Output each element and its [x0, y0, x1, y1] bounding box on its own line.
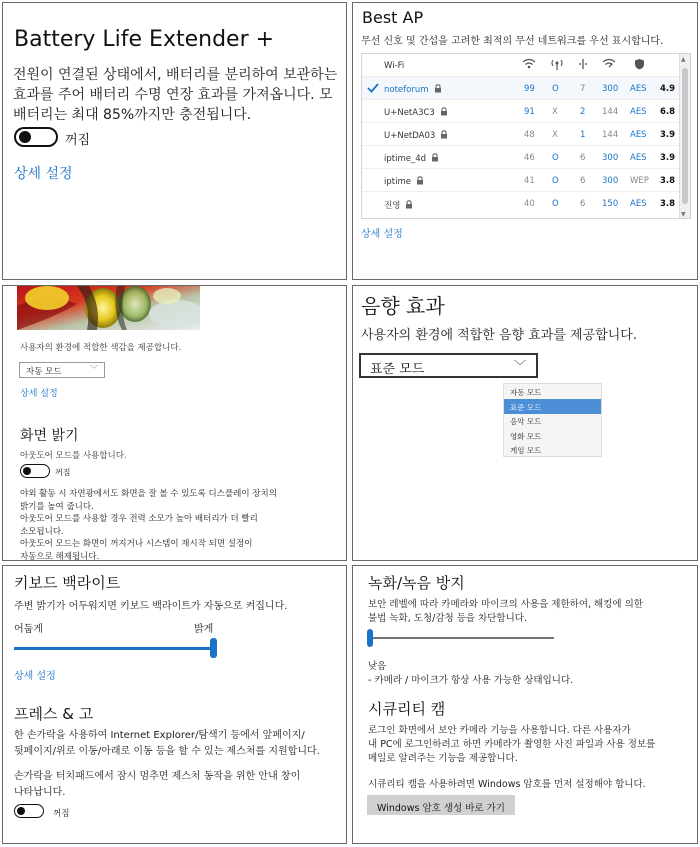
signal-value: 40 [524, 199, 535, 209]
menu-item-game[interactable]: 게임 모드 [510, 446, 542, 455]
channel-value: 6 [580, 199, 586, 209]
security-level-slider-track[interactable] [369, 637, 554, 639]
menu-item-movie[interactable]: 영화 모드 [510, 432, 542, 441]
network-name: iptime_4d [384, 153, 439, 165]
network-name: 진영 [384, 199, 413, 212]
backlight-slider-thumb[interactable] [210, 638, 217, 658]
battery-description [13, 65, 337, 125]
slider-label-bright: 밝게 [194, 624, 214, 635]
press-go-hint [14, 769, 300, 801]
security-cam-note: 시큐리티 캠을 사용하려면 Windows 암호를 먼저 설정해야 합니다. [368, 779, 646, 790]
outdoor-mode-toggle[interactable] [20, 464, 50, 478]
signal-value: 99 [524, 84, 535, 94]
best-ap-details-link[interactable]: 상세 설정 [361, 229, 403, 240]
sound-mode-value: 표준 모드 [370, 362, 425, 377]
battery-toggle-label: 꺼짐 [65, 133, 91, 148]
security-icon [634, 58, 645, 73]
menu-item-music[interactable]: 음악 모드 [510, 417, 542, 426]
network-name: iptime [384, 176, 424, 188]
security-cam-description [368, 724, 655, 766]
security-value: AES [630, 130, 647, 140]
interference-value: O [552, 199, 559, 209]
color-description: 사용자의 환경에 적합한 색감을 제공합니다. [20, 343, 182, 353]
privacy-desc-line: 보안 레벨에 따라 카메라와 마이크의 사용을 제한하여, 해킹에 의한 [368, 599, 643, 610]
best-ap-description: 무선 신호 및 간섭을 고려한 최적의 무선 네트워크를 우선 표시합니다. [361, 36, 664, 47]
wifi-table [361, 53, 691, 219]
network-name: U+NetA3C3 [384, 107, 448, 119]
best-ap-title: Best AP [362, 8, 424, 27]
signal-value: 41 [524, 176, 535, 186]
channel-value: 7 [580, 84, 586, 94]
security-value: AES [630, 84, 647, 94]
channel-value: 6 [580, 153, 586, 163]
security-value: AES [630, 153, 647, 163]
speed-value: 300 [602, 84, 619, 94]
channel-icon [577, 58, 589, 73]
battery-desc-line: 효과를 주어 배터리 수명 연장 효과를 가져옵니다. 모 [13, 87, 333, 103]
speed-value: 300 [602, 176, 619, 186]
wifi-scrollbar[interactable] [679, 54, 690, 219]
lock-icon [431, 153, 439, 165]
keyboard-backlight-panel [2, 565, 347, 844]
display-panel [2, 285, 347, 561]
info-line: 자동으로 해제됩니다. [20, 551, 100, 561]
score-value: 3.9 [660, 130, 676, 140]
security-cam-line: 메일로 알려주는 기능을 제공합니다. [368, 753, 518, 764]
outdoor-toggle-label: 꺼짐 [55, 468, 71, 477]
wifi-network-row[interactable] [362, 76, 680, 99]
sound-description: 사용자의 환경에 적합한 음향 효과를 제공합니다. [361, 328, 637, 343]
signal-value: 48 [524, 130, 535, 140]
chevron-down-icon: ﹀ [513, 359, 526, 373]
sound-title: 음향 효과 [361, 294, 445, 318]
network-name: noteforum [384, 84, 442, 96]
press-go-line: 한 손가락을 사용하여 Internet Explorer/탐색기 등에서 앞페이지/ [14, 730, 305, 741]
antenna-icon [550, 58, 564, 73]
interference-value: X [552, 107, 558, 117]
security-cam-title: 시큐리티 캠 [368, 700, 446, 718]
menu-item-auto[interactable]: 자동 모드 [510, 388, 542, 397]
outdoor-mode-description: 아웃도어 모드를 사용합니다. [20, 451, 127, 461]
wifi-network-row[interactable] [362, 191, 680, 214]
sound-effect-panel [352, 285, 698, 561]
menu-item-standard[interactable]: 표준 모드 [504, 399, 601, 414]
toggle-knob [19, 131, 31, 143]
keyboard-details-link[interactable]: 상세 설정 [14, 671, 56, 682]
security-cam-line: 내 PC에 로그인하려고 하면 카메라가 촬영한 사진 파일과 사용 정보를 [368, 739, 656, 750]
chevron-down-icon: ﹀ [90, 365, 98, 374]
security-level-label: 낮음 [368, 661, 387, 672]
score-value: 3.8 [660, 199, 676, 209]
wallpaper-preview-image [17, 286, 200, 330]
sound-mode-menu [503, 383, 602, 457]
info-line: 소모됩니다. [20, 526, 64, 537]
battery-toggle[interactable] [14, 127, 58, 147]
press-go-title: 프레스 & 고 [14, 705, 94, 723]
outdoor-mode-info [20, 488, 320, 561]
security-level-slider-thumb[interactable] [367, 629, 373, 647]
channel-value: 6 [580, 176, 586, 186]
wifi-network-row[interactable] [362, 122, 680, 145]
privacy-title: 녹화/녹음 방지 [368, 574, 465, 592]
speed-value: 150 [602, 199, 619, 209]
lock-icon [440, 130, 448, 142]
lock-icon [434, 84, 442, 96]
channel-value: 2 [580, 107, 586, 117]
scroll-up-icon[interactable]: ▲ [681, 56, 686, 63]
press-go-toggle[interactable] [14, 804, 44, 818]
signal-value: 46 [524, 153, 535, 163]
lock-icon [405, 200, 413, 212]
interference-value: O [552, 84, 559, 94]
score-value: 3.9 [660, 153, 676, 163]
speed-value: 144 [602, 107, 619, 117]
privacy-desc-line: 불법 녹화, 도청/감청 등을 차단합니다. [368, 613, 527, 624]
color-mode-value: 자동 모드 [26, 367, 62, 377]
brightness-title: 화면 밝기 [20, 428, 79, 444]
create-windows-password-button[interactable]: Windows 암호 생성 바로 가기 [367, 795, 515, 815]
interference-value: O [552, 153, 559, 163]
scroll-thumb[interactable] [682, 68, 688, 204]
backlight-slider-track[interactable] [14, 647, 212, 650]
slider-label-dark: 어둡게 [14, 624, 43, 635]
press-go-toggle-label: 꺼짐 [53, 809, 70, 819]
interference-value: O [552, 176, 559, 186]
security-value: WEP [630, 176, 649, 186]
lock-icon [416, 176, 424, 188]
battery-extender-panel [2, 2, 347, 280]
check-icon [367, 83, 379, 96]
keyboard-description: 주변 밝기가 어두워지면 키보드 백라이트가 자동으로 켜집니다. [14, 601, 288, 612]
security-value: AES [630, 107, 647, 117]
score-value: 3.8 [660, 176, 676, 186]
keyboard-title: 키보드 백라이트 [14, 574, 121, 592]
info-line: 아웃도어 모드는 화면이 꺼지거나 시스템이 재시작 되면 설정이 [20, 539, 253, 549]
toggle-knob [23, 467, 31, 475]
security-cam-line: 로그인 화면에서 보안 카메라 기능을 사용합니다. 다른 사용자가 [368, 725, 631, 736]
battery-desc-line: 전원이 연결된 상태에서, 배터리를 분리하여 보관하는 [13, 67, 338, 83]
security-level-description: - 카메라 / 마이크가 항상 사용 가능한 상태입니다. [368, 675, 574, 686]
toggle-knob [17, 807, 25, 815]
press-go-line: 뒷페이지/위로 이동/아래로 이동 등을 할 수 있는 제스처를 지원합니다. [14, 746, 320, 757]
scroll-down-icon[interactable]: ▼ [681, 211, 686, 218]
speed-value: 144 [602, 130, 619, 140]
interference-value: X [552, 130, 558, 140]
press-go-description [14, 728, 320, 760]
info-line: 야외 활동 시 자연광에서도 화면을 잘 볼 수 있도록 디스플레이 장치의 [20, 489, 277, 499]
wifi-table-header [362, 54, 680, 76]
color-mode-dropdown[interactable] [19, 362, 105, 378]
wifi-network-row[interactable] [362, 168, 680, 191]
wifi-network-row[interactable] [362, 145, 680, 168]
channel-value: 1 [580, 130, 586, 140]
signal-icon [522, 58, 536, 72]
info-line: 아웃도어 모드를 사용할 경우 전력 소모가 높아 배터리가 더 빨리 [20, 514, 258, 524]
press-go-line: 나타납니다. [14, 787, 66, 798]
signal-value: 91 [524, 107, 535, 117]
info-line: 밝기를 높여 줍니다. [20, 501, 94, 512]
speed-value: 300 [602, 153, 619, 163]
sound-mode-dropdown[interactable] [359, 353, 538, 378]
wifi-network-row[interactable] [362, 99, 680, 122]
privacy-description [368, 598, 643, 626]
security-value: AES [630, 199, 647, 209]
network-name: U+NetDA03 [384, 130, 448, 142]
speed-icon [602, 58, 616, 72]
score-value: 6.8 [660, 107, 676, 117]
lock-icon [440, 107, 448, 119]
score-value: 4.9 [660, 84, 676, 94]
best-ap-panel [352, 2, 698, 280]
battery-desc-line: 배터리는 최대 85%까지만 충전됩니다. [13, 107, 252, 123]
privacy-panel [352, 565, 698, 844]
color-details-link[interactable]: 상세 설정 [20, 389, 58, 399]
battery-title: Battery Life Extender + [14, 27, 275, 52]
battery-details-link[interactable]: 상세 설정 [14, 166, 73, 182]
wifi-column-header: Wi-Fi [384, 61, 405, 71]
press-go-line: 손가락을 터치패드에서 잠시 멈추면 제스처 동작을 위한 안내 창이 [14, 771, 301, 782]
